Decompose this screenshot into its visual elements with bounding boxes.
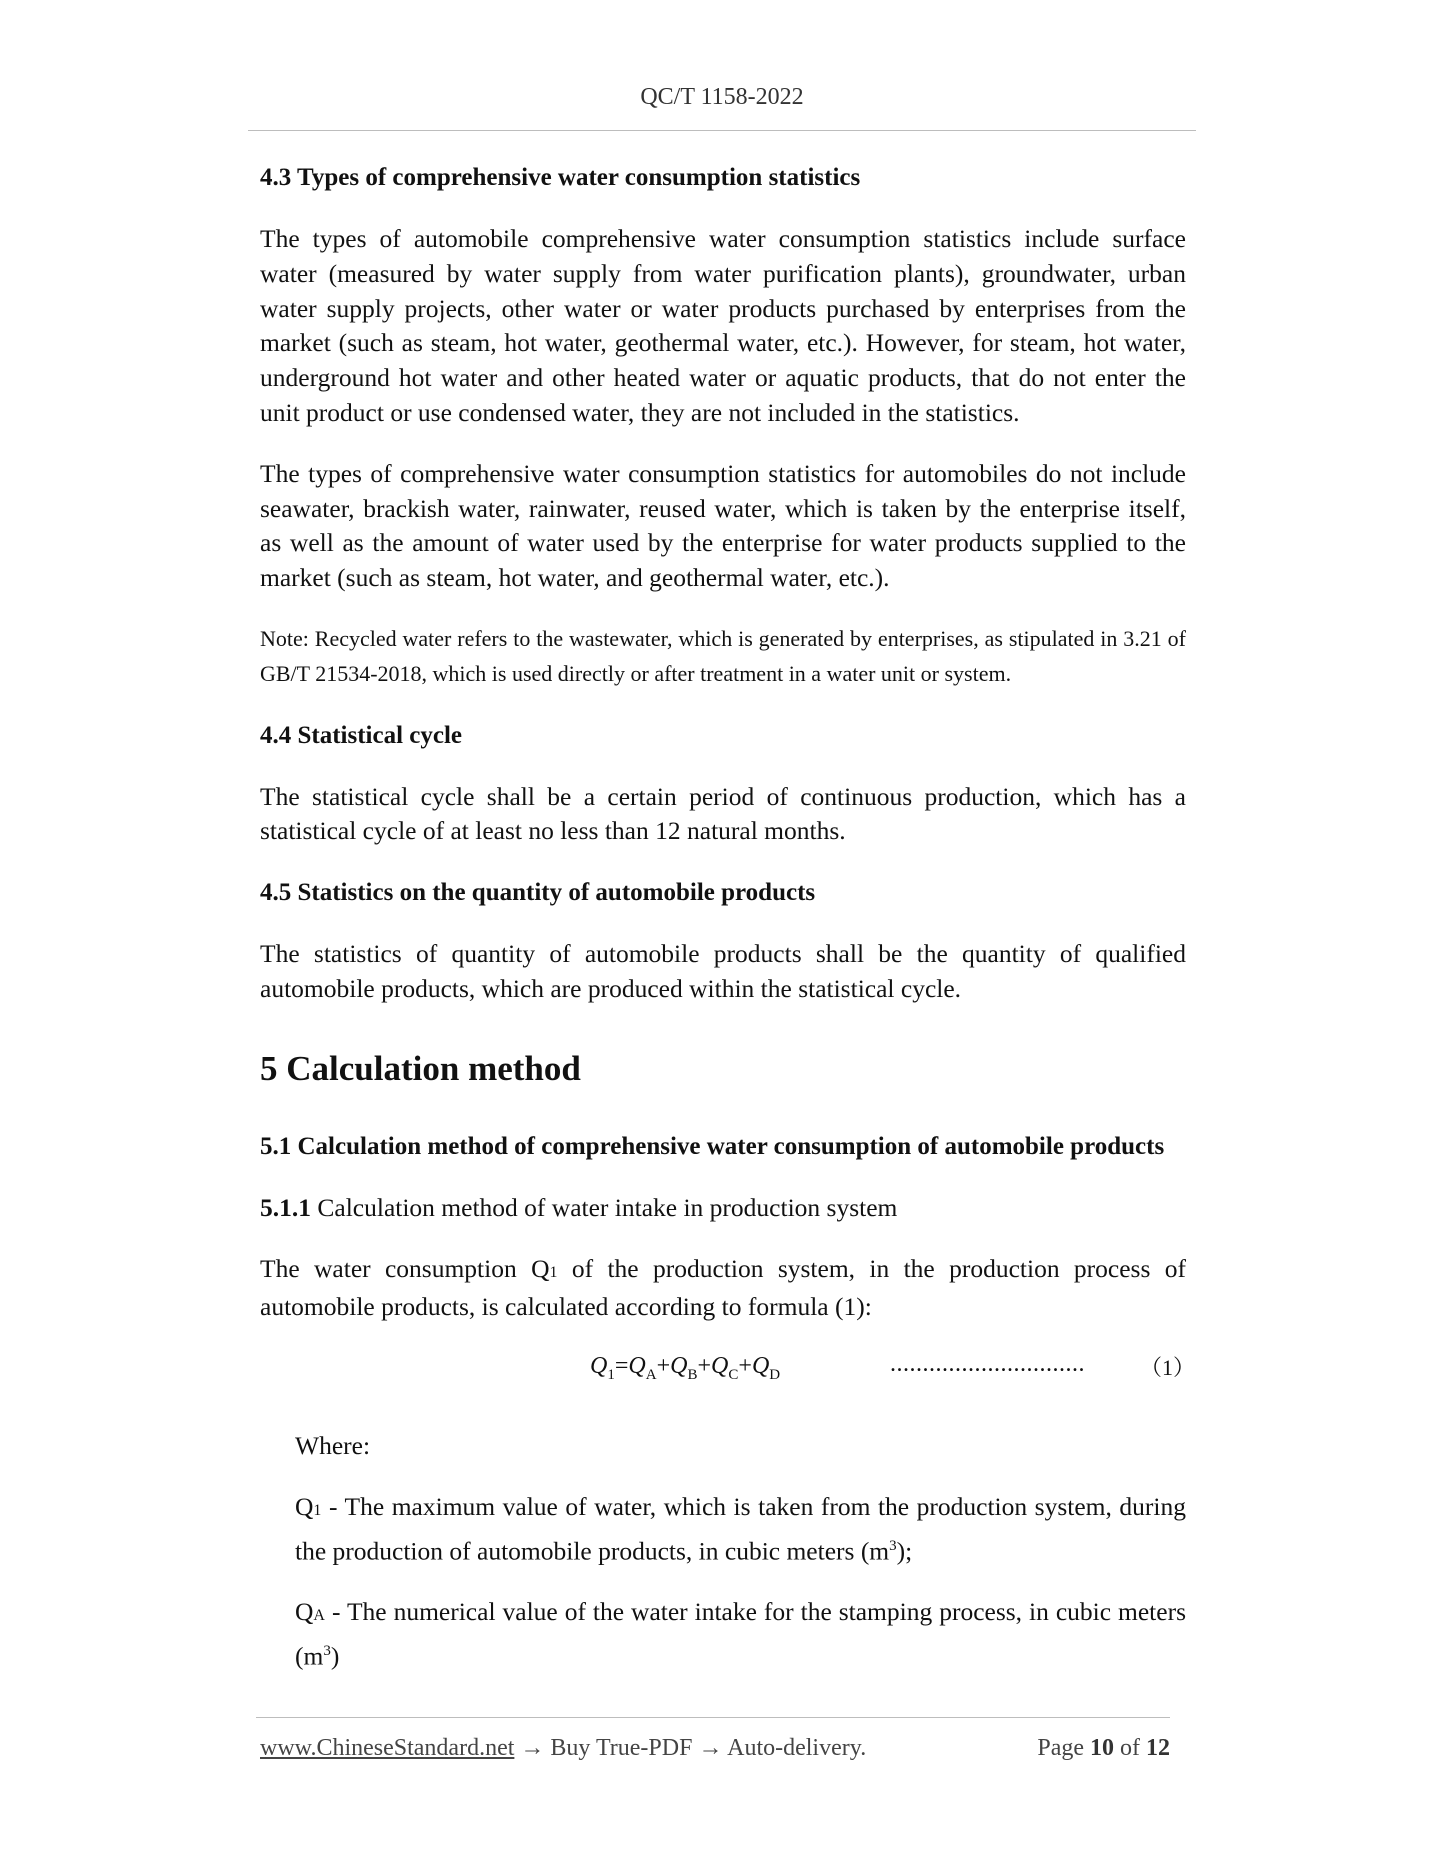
- header-divider: [248, 130, 1196, 131]
- section-4-5-title: 4.5 Statistics on the quantity of automobile products: [260, 879, 816, 907]
- footer-divider: [256, 1717, 1170, 1718]
- chapter-5-title: 5 Calculation method: [260, 1048, 581, 1088]
- formula-intro-subscript: 1: [549, 1263, 558, 1281]
- footer-promo-text: → Buy True-PDF → Auto-delivery.: [514, 1735, 867, 1761]
- running-header: QC/T 1158-2022: [640, 84, 804, 110]
- website-link[interactable]: www.ChineseStandard.net: [260, 1735, 515, 1761]
- page-indicator: Page 10 of 12: [1037, 1735, 1170, 1761]
- page-footer: [260, 1735, 1170, 1769]
- formula-number: （1）: [1140, 1355, 1196, 1381]
- where-label: Where:: [295, 1431, 371, 1461]
- definition-q1: Q1 - The maximum value of water, which is taken from the production system, during the production of automobile products, in cubic meters $(m^3)$;: [295, 1491, 1186, 1566]
- section-4-3-paragraph-1: The types of automobile comprehensive water consumption statistics include surface water (measured by water supply from water purification plants), groundwater, urban water supply projects, other water or water products purchased by enterprises from the market (such as steam, hot water, geothermal water, etc.). However, for steam, hot water, underground hot water and other heated water or aquatic products, that do not enter the unit product or use condensed water, they are not included in the statistics.: [260, 224, 1186, 427]
- section-4-4-title: 4.4 Statistical cycle: [260, 721, 463, 749]
- page-number: 10: [1090, 1735, 1114, 1761]
- formula-1: [260, 1351, 1196, 1391]
- section-5-1-1-text: Calculation method of water intake in production system: [311, 1192, 898, 1222]
- formula-intro: [260, 1252, 1186, 1326]
- section-4-3-note: Note: Recycled water refers to the wastewater, which is generated by enterprises, as stipulated in 3.21 of GB/T 21534-2018, which is used directly or after treatment in a water unit or system.: [260, 625, 1186, 686]
- page-total: 12: [1146, 1735, 1170, 1761]
- formula-expression: $Q_1=Q_A+Q_B+Q_C+Q_D$: [590, 1353, 781, 1383]
- definition-qa: QA - The numerical value of the water intake for the stamping process, in cubic meters $(m^3)$: [295, 1597, 1186, 1671]
- section-5-1-1-heading: [260, 1191, 1186, 1226]
- section-4-5-paragraph: The statistics of quantity of automobile products shall be the quantity of qualified automobile products, which are produced within the statistical cycle.: [260, 939, 1186, 1003]
- section-4-4-paragraph: The statistical cycle shall be a certain period of continuous production, which has a statistical cycle of at least no less than 12 natural months.: [260, 781, 1186, 846]
- section-4-3-paragraph-2: The types of comprehensive water consumption statistics for automobiles do not include seawater, brackish water, rainwater, reused water, which is taken by the enterprise itself, as well as the amount of water used by the enterprise for water products supplied to the market (such as steam, hot water, and geothermal water, etc.).: [260, 458, 1186, 593]
- page-content: [260, 160, 1196, 1700]
- section-5-1-1-number: 5.1.1: [260, 1192, 311, 1222]
- section-4-3-title: 4.3 Types of comprehensive water consumption statistics: [260, 164, 861, 191]
- section-5-1-title: 5.1 Calculation method of comprehensive water consumption of automobile products: [260, 1132, 1165, 1160]
- formula-intro-text-b: of the production system, in the production process of automobile products, is calculated according to formula (1):: [260, 1253, 1186, 1322]
- formula-leader-dots: ..............................: [890, 1351, 1085, 1378]
- formula-intro-text-a: The water consumption Q: [260, 1253, 550, 1283]
